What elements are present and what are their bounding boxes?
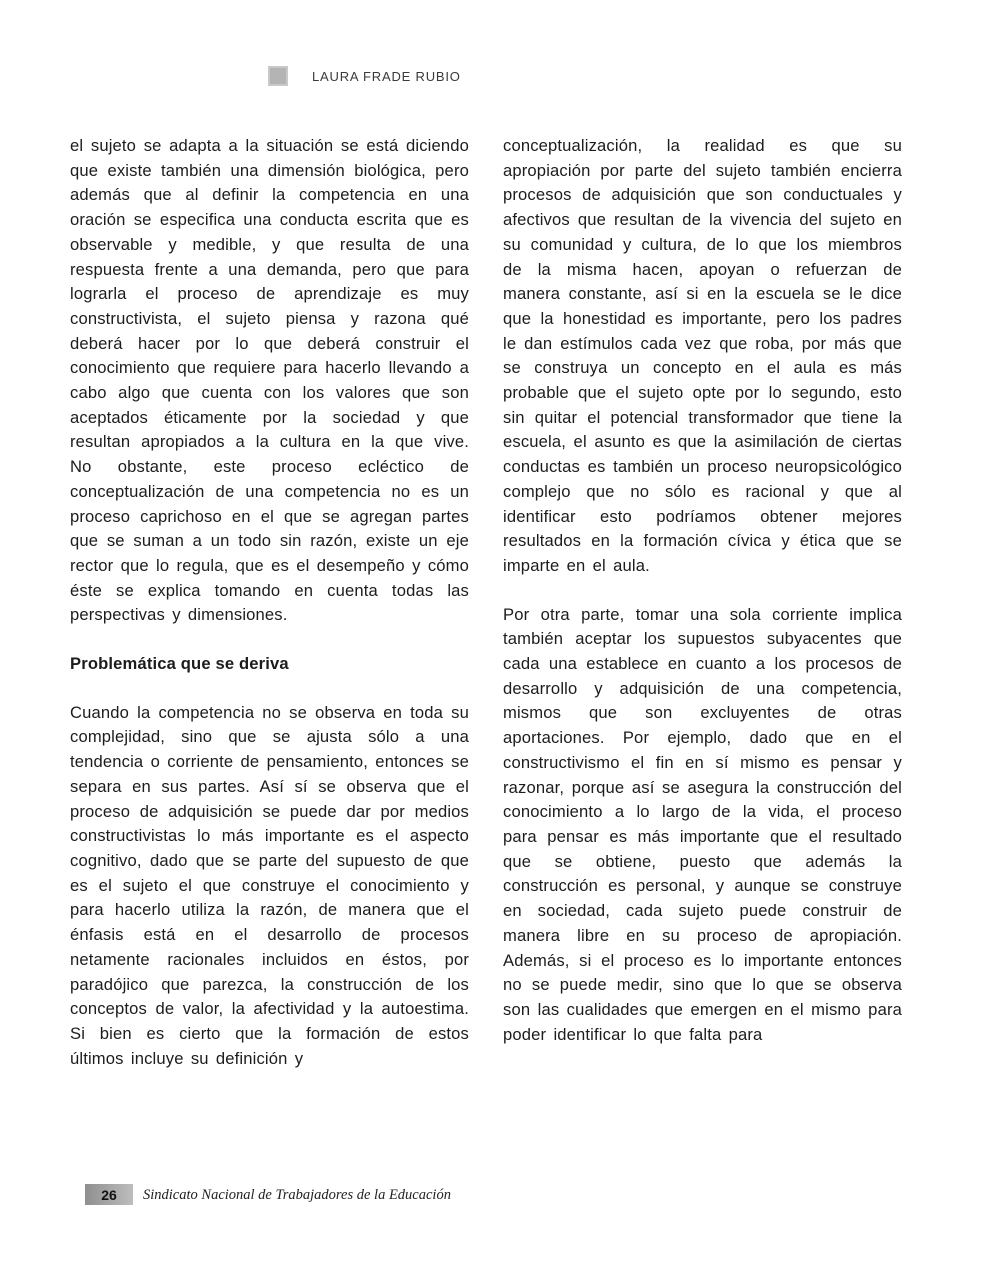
- paragraph: el sujeto se adapta a la situación se está diciendo que existe también una dimensión biológica, pero además que al definir la competencia en una oración se especifica una conducta escrita que es observable y medible, y que resulta de una respuesta frente a una demanda, pero que para lograrla el proceso de aprendizaje es muy constructivista, el sujeto piensa y razona qué deberá hacer por lo que deberá construir el conocimiento que requiere para hacerlo llevando a cabo algo que cuenta con los valores que son aceptados éticamente por la sociedad y que resultan apropiados a la cultura en la que vive. No obstante, este proceso ecléctico de conceptualización de una competencia no es un proceso caprichoso en el que se agregan partes que se suman a un todo sin razón, existe un eje rector que lo regula, que es el desempeño y cómo éste se explica tomando en cuenta todas las perspectivas y dimensiones.: [70, 136, 469, 625]
- right-column: [503, 134, 902, 1095]
- paragraph: Cuando la competencia no se observa en toda su complejidad, sino que se ajusta sólo a una tendencia o corriente de pensamiento, entonces se separa en sus partes. Así sí se observa que el proceso de adquisición se puede dar por medios constructivistas lo más importante es el aspecto cognitivo, dado que se parte del supuesto de que es el sujeto el que construye el conocimiento y para hacerlo utiliza la razón, de manera que el énfasis está en el desarrollo de procesos netamente racionales incluidos en éstos, por paradójico que parezca, la construcción de los conceptos de valor, la afectividad y la autoestima. Si bien es cierto que la formación de estos últimos incluye su definición y: [70, 702, 469, 1068]
- left-column: [70, 134, 469, 1095]
- paragraph: conceptualización, la realidad es que su apropiación por parte del sujeto también encierra procesos de adquisición que son conductuales y afectivos que resultan de la vivencia del sujeto en su comunidad y cultura, de lo que los miembros de la misma hacen, apoyan o refuerzan de manera constante, así si en la escuela se le dice que la honestidad es importante, pero los padres le dan estímulos cada vez que roba, por más que se construya un concepto en el aula es más probable que el sujeto opte por lo segundo, esto sin quitar el potencial transformador que tiene la escuela, el asunto es que la asimilación de ciertas conductas es también un proceso neuropsicológico complejo que no sólo es racional y que al identificar esto podríamos obtener mejores resultados en la formación cívica y ética que se imparte en el aula.: [503, 136, 902, 575]
- square-ornament-icon: [268, 66, 288, 86]
- page-header: [268, 66, 461, 86]
- text-columns: [70, 134, 902, 1095]
- paragraph: Por otra parte, tomar una sola corriente implica también aceptar los supuestos subyacentes que cada una establece en cuanto a los procesos de desarrollo y adquisición de una competencia, mismos que son excluyentes de otras aportaciones. Por ejemplo, dado que en el constructivismo el fin en sí mismo es pensar y razonar, porque así se asegura la construcción del conocimiento a lo largo de la vida, el proceso para pensar es más importante que el resultado que se obtiene, puesto que además la construcción es personal, y aunque se construye en sociedad, cada sujeto puede construir de manera libre en su proceso de apropiación. Además, si el proceso es lo importante entonces no se puede medir, sino que lo que se observa son las cualidades que emergen en el mismo para poder identificar lo que falta para: [503, 604, 902, 1044]
- page-footer: [85, 1184, 451, 1205]
- publisher-name: Sindicato Nacional de Trabajadores de la Educación: [143, 1187, 451, 1203]
- page-number: 26: [85, 1184, 133, 1205]
- section-heading: Problemática que se deriva: [70, 654, 289, 674]
- header-author-name: LAURA FRADE RUBIO: [312, 68, 461, 84]
